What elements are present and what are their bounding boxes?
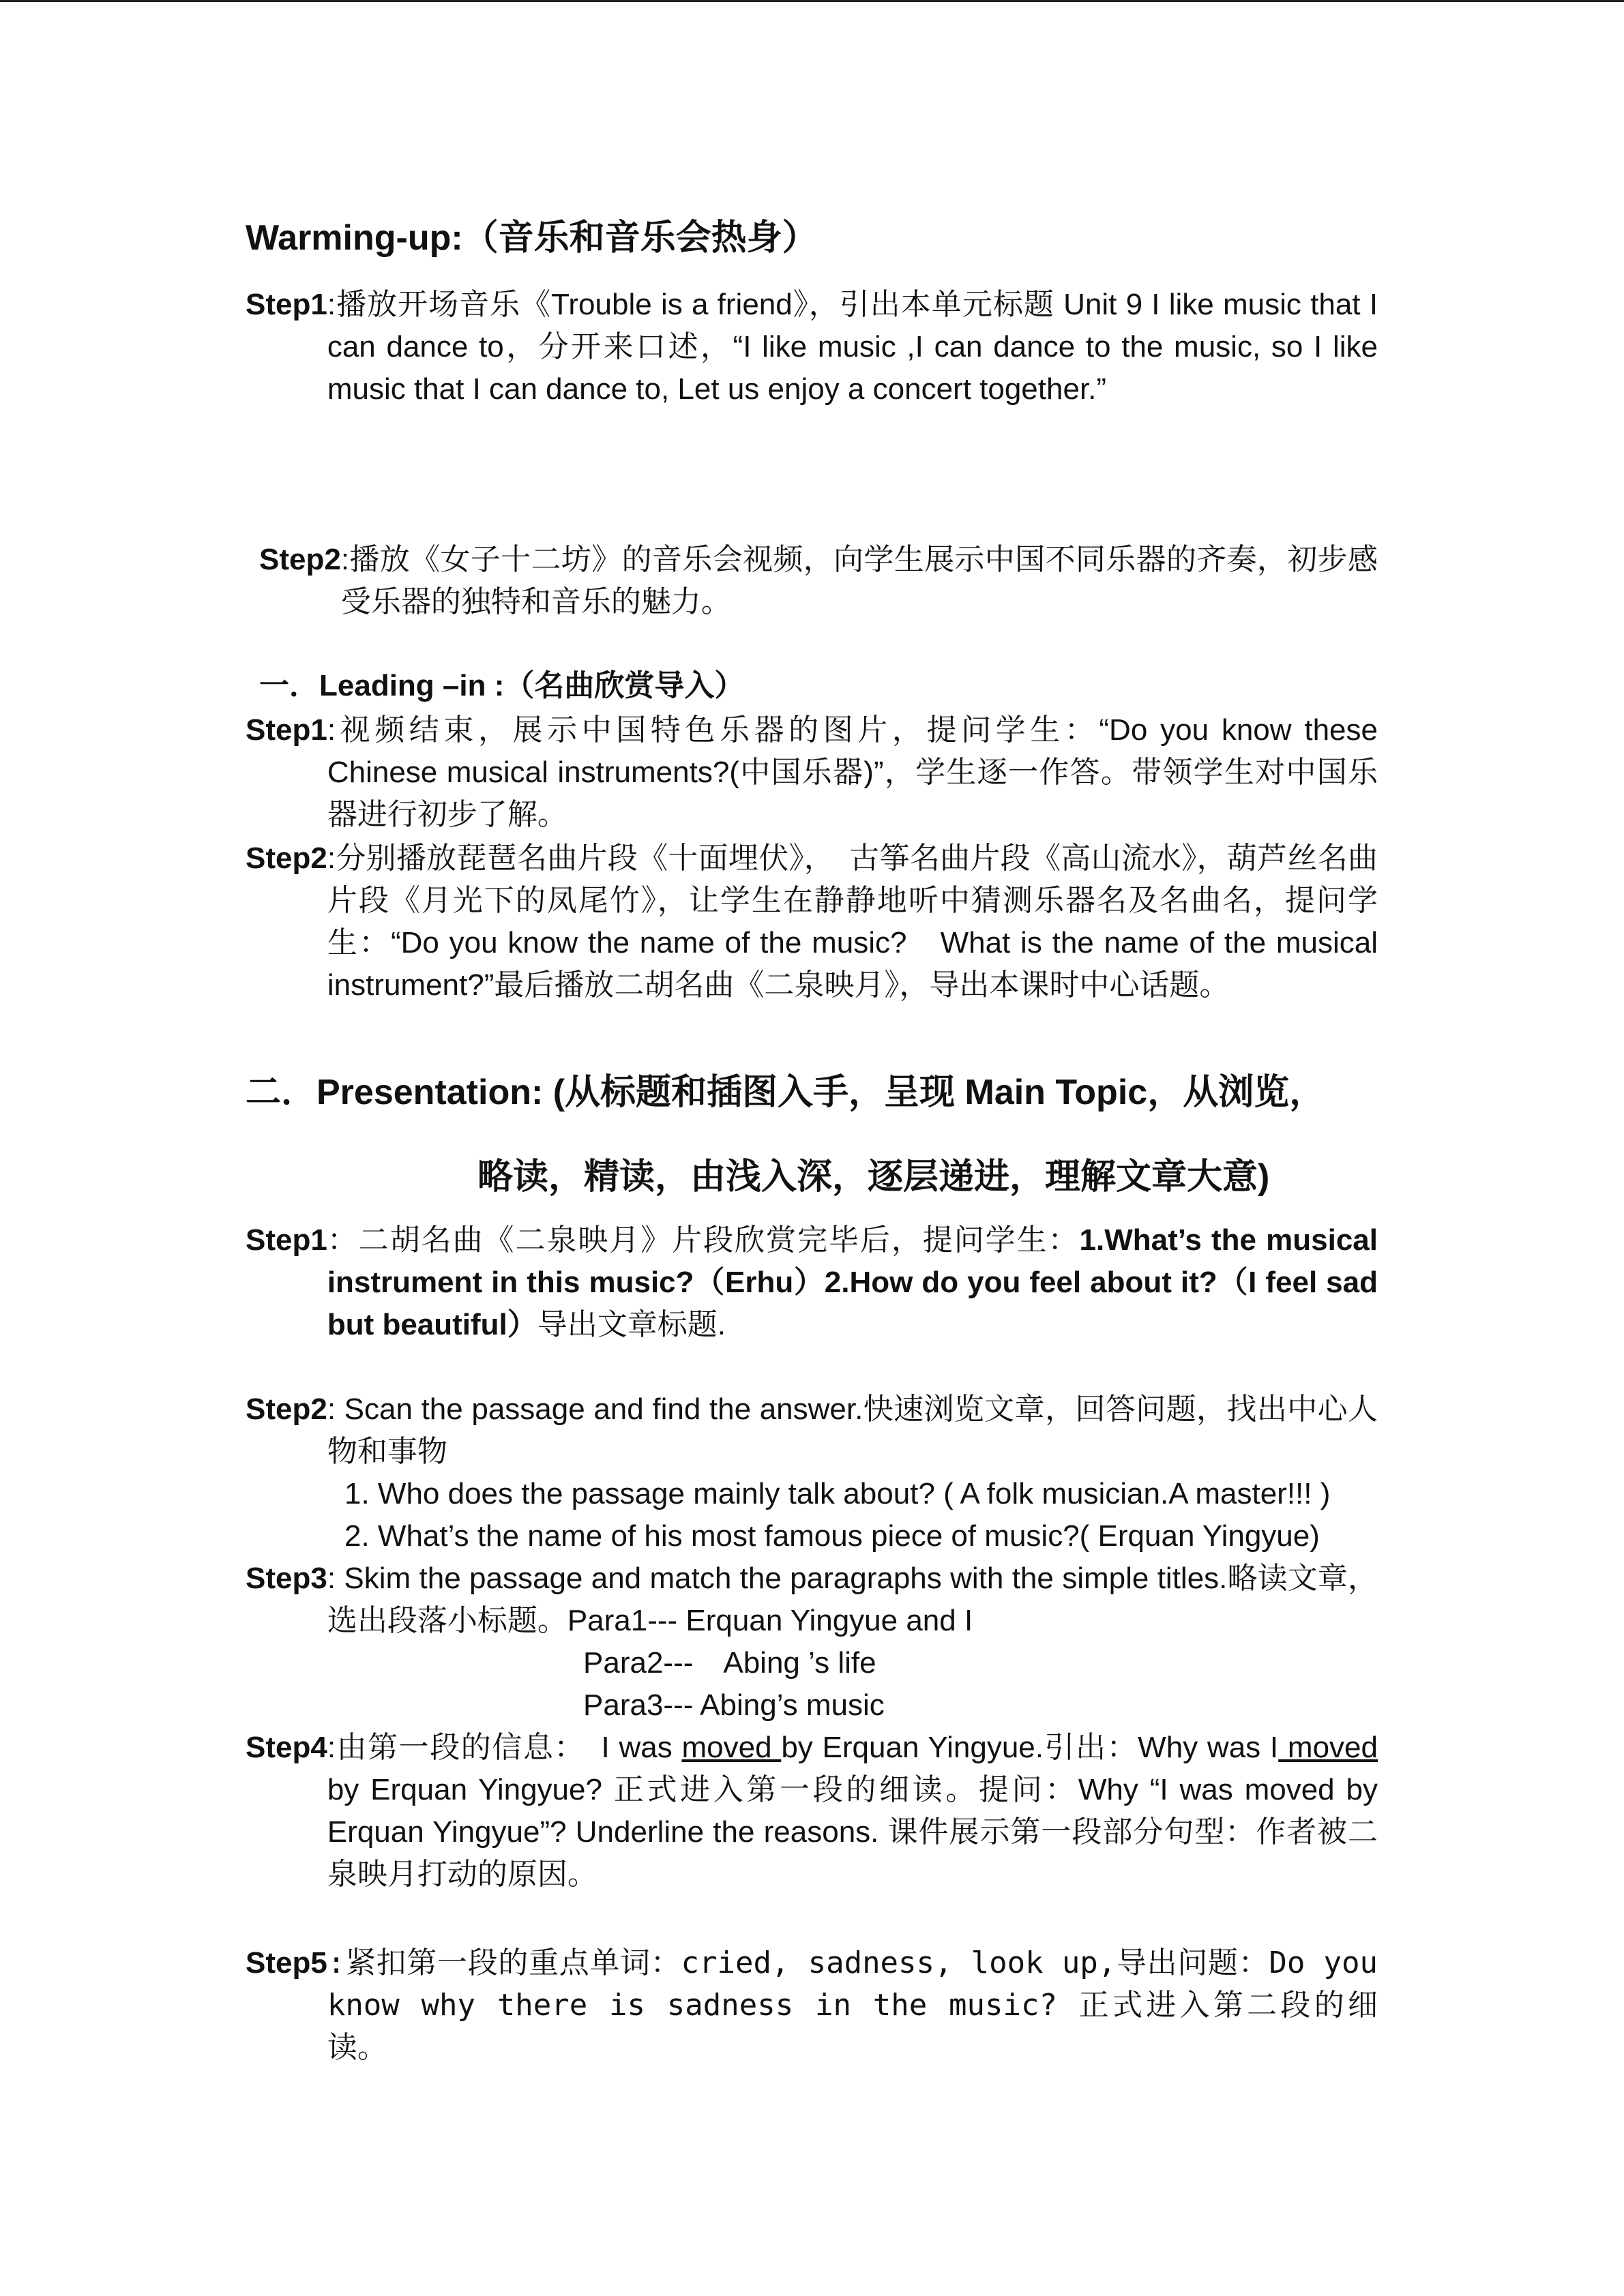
- step-label: Step1: [246, 288, 327, 321]
- step-text: [327, 1219, 1378, 1346]
- step-text: :播放《女子十二坊》的音乐会视频，向学生展示中国不同乐器的齐奏，初步感受乐器的独特和音乐的魅力。: [340, 543, 1378, 618]
- step-text-a: :由第一段的信息： I was: [327, 1731, 682, 1764]
- leading-step1: [246, 709, 1378, 836]
- step3-para3: Para3--- Abing’s music: [583, 1688, 885, 1722]
- underlined-moved-1: moved: [681, 1731, 782, 1764]
- step-text-content: :播放开场音乐《Trouble is a friend》，引出本单元标题 Unit 9 I like music that I can dance to，分开来口述，“I like music ,I can dance to the music, so I like music that I can dance to, Let us enjoy a concert together.”: [327, 288, 1378, 406]
- step-text: :分别播放琵琶名曲片段《十面埋伏》， 古筝名曲片段《高山流水》，葫芦丝名曲片段《月光下的凤尾竹》，让学生在静静地听中猜测乐器名及名曲名，提问学生：“Do you know the name of the music? What is the name of the musical instrument?”最后播放二胡名曲《二泉映月》，导出本课时中心话题。: [327, 841, 1378, 1002]
- warmup-step1: [246, 284, 1378, 411]
- step-text: [327, 284, 1378, 411]
- step-text-c: by Erquan Yingyue? 正式进入第一段的细读。提问：Why “I was moved by Erquan Yingyue”? Underline the reasons. 课件展示第一段部分句型：作者被二泉映月打动的原因。: [327, 1773, 1378, 1891]
- step-label: Step1: [246, 713, 327, 747]
- step-text: [327, 1727, 1378, 1896]
- warmup-step2: [259, 539, 1378, 623]
- step-label: Step4: [246, 1731, 327, 1764]
- step-text: :视频结束，展示中国特色乐器的图片，提问学生：“Do you know these Chinese musical instruments?(中国乐器)”，学生逐一作答。带领学生对中国乐器进行初步了解。: [327, 713, 1378, 831]
- step-label: Step5: [246, 1946, 327, 1980]
- warmup-heading: Warming-up:（音乐和音乐会热身）: [246, 218, 818, 258]
- step-text-pre: ：二胡名曲《二泉映月》片段欣赏完毕后，提问学生：: [327, 1223, 1080, 1257]
- leading-step2: [246, 837, 1378, 1007]
- step-text-post: 导出文章标题.: [537, 1308, 726, 1341]
- presentation-heading-line1: 二．Presentation: (从标题和插图入手，呈现 Main Topic，从浏览，: [246, 1073, 1325, 1112]
- presentation-step2: [246, 1388, 1378, 1473]
- underlined-moved-2: moved: [1278, 1731, 1378, 1764]
- presentation-step3: [246, 1557, 1378, 1642]
- step-label: Step1: [246, 1223, 327, 1257]
- step-label: Step3: [246, 1562, 327, 1595]
- presentation-step1: [246, 1219, 1378, 1346]
- step3-para2: Para2--- Abing ’s life: [583, 1646, 876, 1680]
- presentation-heading-line2: 略读，精读，由浅入深，逐层递进，理解文章大意): [477, 1157, 1270, 1197]
- step-text: : Scan the passage and find the answer.快速浏览文章，回答问题，找出中心人物和事物: [327, 1392, 1378, 1468]
- step-text: :紧扣第一段的重点单词：cried, sadness, look up,导出问题：Do you know why there is sadness in the music? 正式进入第二段的细读。: [327, 1945, 1378, 2065]
- step-text: : Skim the passage and match the paragraphs with the simple titles.略读文章，选出段落小标题。Para1--- Erquan Yingyue and I: [327, 1562, 1378, 1637]
- leading-heading: 一．Leading –in :（名曲欣赏导入）: [259, 669, 745, 702]
- step2-question-1: 1. Who does the passage mainly talk about? ( A folk musician.A master!!! ): [344, 1477, 1331, 1510]
- step-label: Step2: [246, 841, 327, 875]
- presentation-step5: [246, 1942, 1378, 2069]
- step-text-b: by Erquan Yingyue.引出：Why was I: [781, 1731, 1279, 1764]
- step-questions: 1.What’s the musical instrument in this music?（Erhu）2.How do you feel about it?（I feel sad but beautiful）: [327, 1223, 1378, 1341]
- presentation-step4: [246, 1727, 1378, 1896]
- step2-question-2: 2. What’s the name of his most famous piece of music?( Erquan Yingyue): [344, 1519, 1320, 1553]
- step-label: Step2: [259, 543, 341, 576]
- step-label: Step2: [246, 1392, 327, 1426]
